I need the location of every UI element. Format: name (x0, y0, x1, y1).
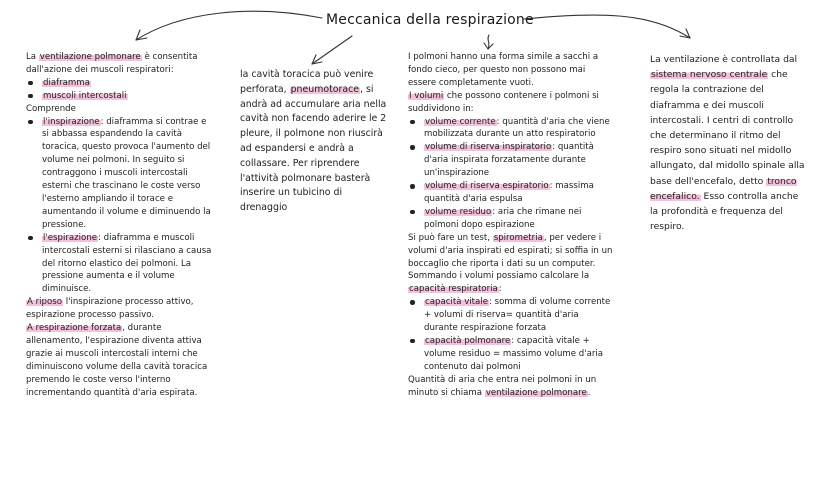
capacities-list (408, 296, 614, 373)
list-item: volume residuo: aria che rimane nei polmoni dopo espirazione (408, 206, 614, 232)
ventilazione-paragraph: Quantità di aria che entra nei polmoni in un minuto si chiama ventilazione polmonare. (408, 374, 597, 398)
comprende-label: Comprende (26, 103, 76, 114)
list-item-espirazione: l'espirazione: diaframma e muscoli intercostali esterni si rilasciano a causa del ritorno elastico dei polmoni. La pressione aumenta e il volume diminuisce. (26, 232, 212, 297)
riposo-paragraph: A riposo l'inspirazione processo attivo, espirazione processo passivo. (26, 297, 194, 321)
list-item-inspirazione: l'inspirazione: diaframma si contrae e si abbassa espandendo la cavità toracica, questo provoca l'aumento del volume nei polmoni. In seguito si contraggono i muscoli intercostali esterni che trascinano le coste verso l'esterno ampliando il torace e aumentando il volume e diminuendo la pressione. (26, 116, 212, 232)
column-controllo (650, 52, 806, 234)
list-item: muscoli intercostali (26, 90, 212, 103)
capacita-paragraph: Sommando i volumi possiamo calcolare la capacità respiratoria: (408, 271, 590, 295)
highlight-ventilazione-polmonare: ventilazione polmonare (39, 52, 141, 62)
intro-paragraph: La ventilazione polmonare è consentita dall'azione dei muscoli respiratori: (26, 52, 198, 75)
muscles-list (26, 77, 212, 103)
phases-list (26, 116, 212, 297)
column-pneumotorace (240, 68, 392, 216)
list-item: capacità vitale: somma di volume corrente + volumi di riserva= quantità d'aria durante respirazione forzata (408, 296, 614, 335)
spirometria-paragraph: Si può fare un test, spirometria, per vedere i volumi d'aria inspirati ed espirati; si soffia in un boccaglio che riporta i dati su un computer. (408, 232, 613, 269)
list-item: volume di riserva inspiratorio: quantità d'aria inspirata forzatamente durante un'inspirazione (408, 141, 614, 180)
page-title: Meccanica della respirazione (326, 12, 534, 28)
list-item: capacità polmonare: capacità vitale + volume residuo = massimo volume d'aria contenuto dai polmoni (408, 335, 614, 374)
highlight-tronco-encefalico: tronco encefalico. (650, 175, 797, 202)
list-item: volume corrente: quantità d'aria che viene mobilizzata durante un atto respiratorio (408, 116, 614, 142)
list-item: volume di riserva espiratorio: massima quantità d'aria espulsa (408, 180, 614, 206)
volumes-list (408, 116, 614, 232)
list-item: diaframma (26, 77, 212, 90)
column-volumi (408, 51, 614, 399)
polmoni-paragraph: I polmoni hanno una forma simile a sacchi a fondo cieco, per questo non possono mai essere completamente vuoti. (408, 52, 599, 88)
volumi-paragraph: I volumi che possono contenere i polmoni si suddividono in: (408, 90, 599, 114)
controllo-paragraph: La ventilazione è controllata dal sistema nervoso centrale che regola la contrazione del diaframma e dei muscoli intercostali. I centri di controllo che determinano il ritmo del respiro sono situati nel midollo allungato, dal midollo spinale alla base dell'encefalo, detto tronco encefalico. Esso controlla anche la profondità e frequenza del respiro. (650, 54, 805, 233)
highlight-snc: sistema nervoso centrale (651, 69, 768, 81)
forzata-paragraph: A respirazione forzata, durante allenamento, l'espirazione diventa attiva grazie ai muscoli intercostali interni che diminuiscono volume della cavità toracica premendo le coste verso l'interno incrementando quantità d'aria espirata. (26, 323, 208, 398)
column-ventilazione (26, 51, 212, 399)
pneumotorace-paragraph: la cavità toracica può venire perforata, pneumotorace, si andrà ad accumulare aria nella cavità non facendo aderire le 2 pleure, il polmone non riuscirà ad espandersi e andrà a collassare. Per riprendere l'attività polmonare basterà inserire un tubicino di drenaggio (240, 69, 387, 214)
highlight-pneumotorace: pneumotorace (290, 83, 359, 95)
